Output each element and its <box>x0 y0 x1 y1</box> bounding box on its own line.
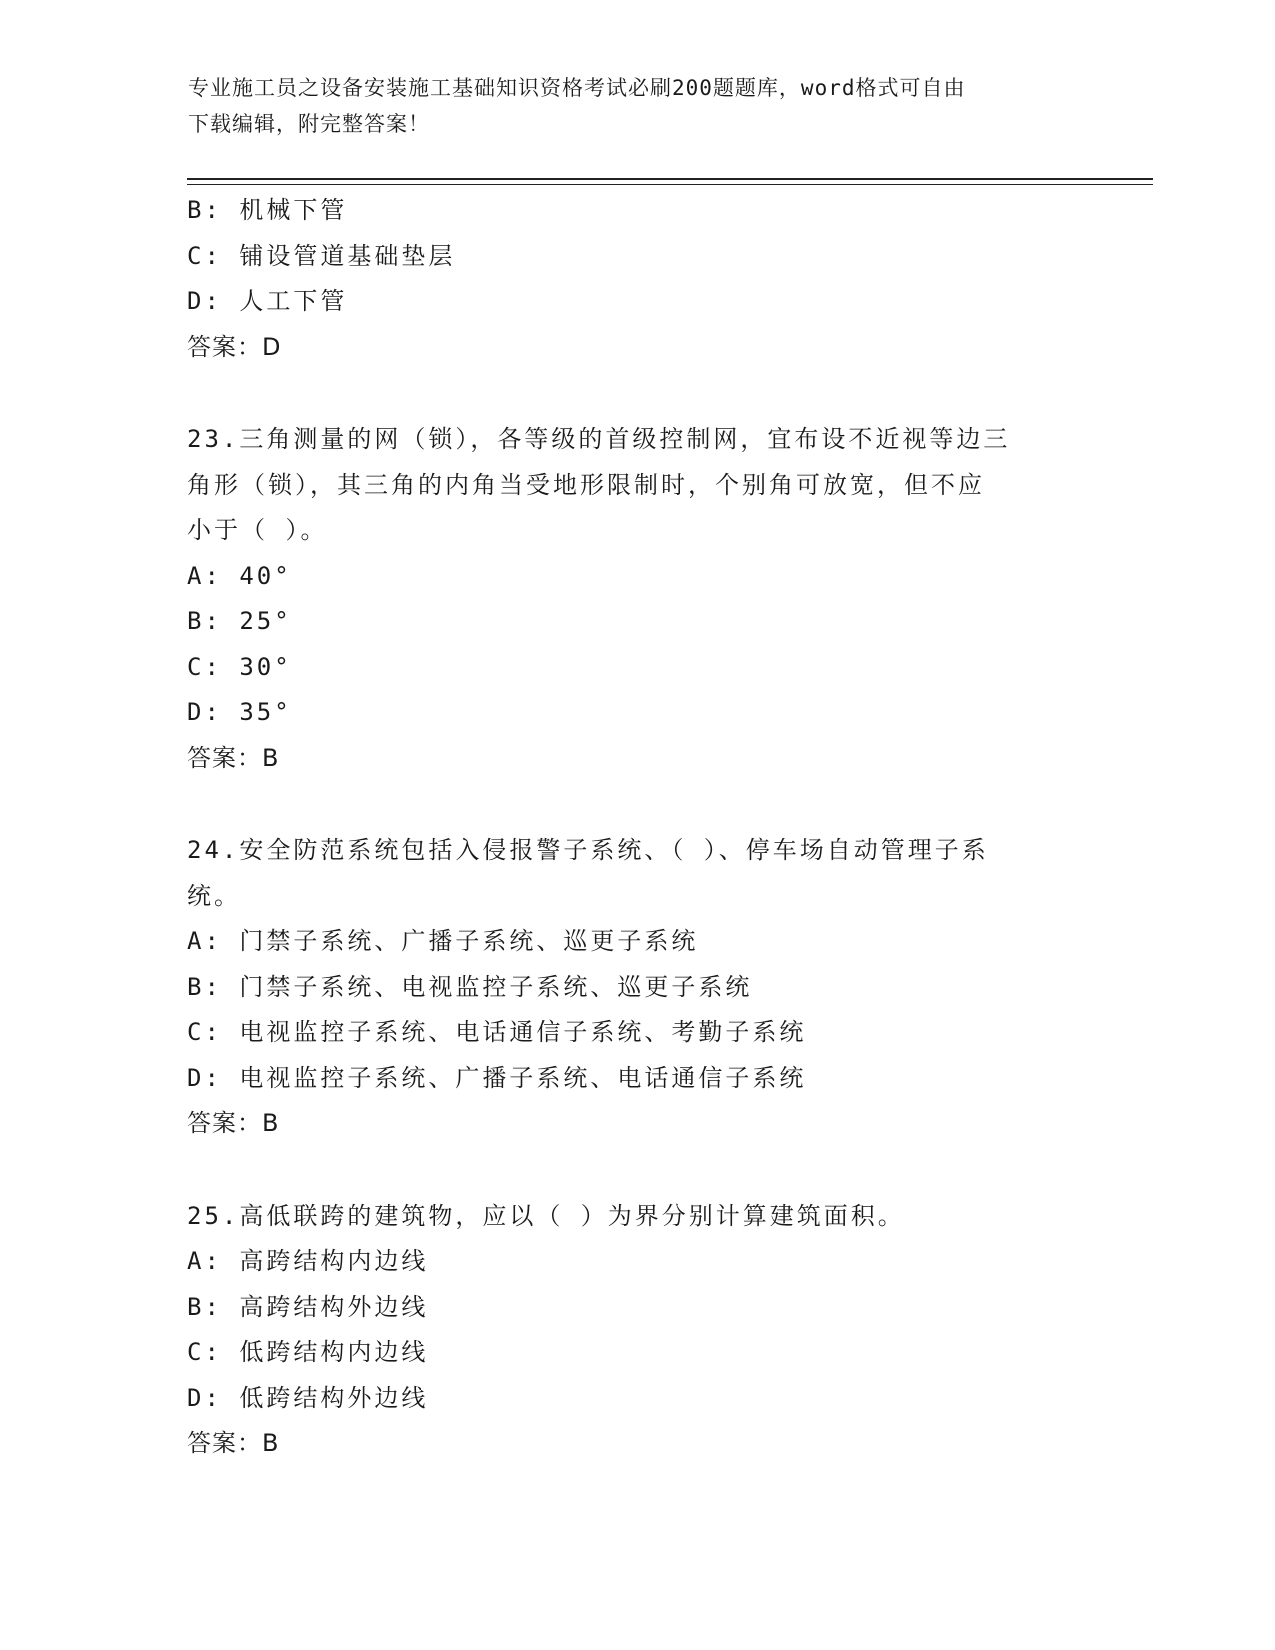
question-23 <box>187 417 1087 781</box>
question-25 <box>187 1194 1087 1467</box>
option-b: B: 25° <box>187 607 292 635</box>
option-a: A: 40° <box>187 561 292 590</box>
option-d: D: 人工下管 <box>187 287 348 315</box>
option-b: B: 门禁子系统、电视监控子系统、巡更子系统 <box>187 972 753 1001</box>
question-text-line: 角形（锁），其三角的内角当受地形限制时，个别角可放宽，但不应 <box>187 470 985 499</box>
answer: 答案：D <box>187 332 282 361</box>
question-text-line: 23.三角测量的网（锁），各等级的首级控制网，宜布设不近视等边三 <box>187 425 1011 453</box>
question-content <box>187 188 1087 1467</box>
option-c: C: 低跨结构内边线 <box>187 1338 429 1366</box>
previous-question-block <box>187 188 1087 370</box>
answer: 答案：B <box>187 1109 280 1137</box>
header-divider-thick <box>187 178 1153 180</box>
option-d: D: 低跨结构外边线 <box>187 1383 429 1412</box>
header-title-line-2: 下载编辑，附完整答案！ <box>188 112 430 136</box>
answer: 答案：B <box>187 743 280 772</box>
answer: 答案：B <box>187 1429 280 1457</box>
option-c: C: 铺设管道基础垫层 <box>187 241 456 270</box>
header-divider-thin <box>187 184 1153 185</box>
header-title-line-1: 专业施工员之设备安装施工基础知识资格考试必刷200题题库，word格式可自由 <box>188 76 966 100</box>
question-text-line: 统。 <box>187 881 241 910</box>
option-b: B: 机械下管 <box>187 196 348 224</box>
question-text-line: 25.高低联跨的建筑物，应以（ ）为界分别计算建筑面积。 <box>187 1201 905 1230</box>
question-text-line: 小于（ ）。 <box>187 516 328 544</box>
page-header <box>188 70 1088 142</box>
option-c: C: 电视监控子系统、电话通信子系统、考勤子系统 <box>187 1018 807 1046</box>
option-a: A: 门禁子系统、广播子系统、巡更子系统 <box>187 927 699 955</box>
option-d: D: 电视监控子系统、广播子系统、电话通信子系统 <box>187 1063 807 1092</box>
question-24 <box>187 828 1087 1147</box>
option-c: C: 30° <box>187 652 292 681</box>
question-text-line: 24.安全防范系统包括入侵报警子系统、（ ）、停车场自动管理子系 <box>187 836 989 864</box>
option-d: D: 35° <box>187 698 292 726</box>
option-a: A: 高跨结构内边线 <box>187 1247 429 1275</box>
option-b: B: 高跨结构外边线 <box>187 1292 429 1321</box>
